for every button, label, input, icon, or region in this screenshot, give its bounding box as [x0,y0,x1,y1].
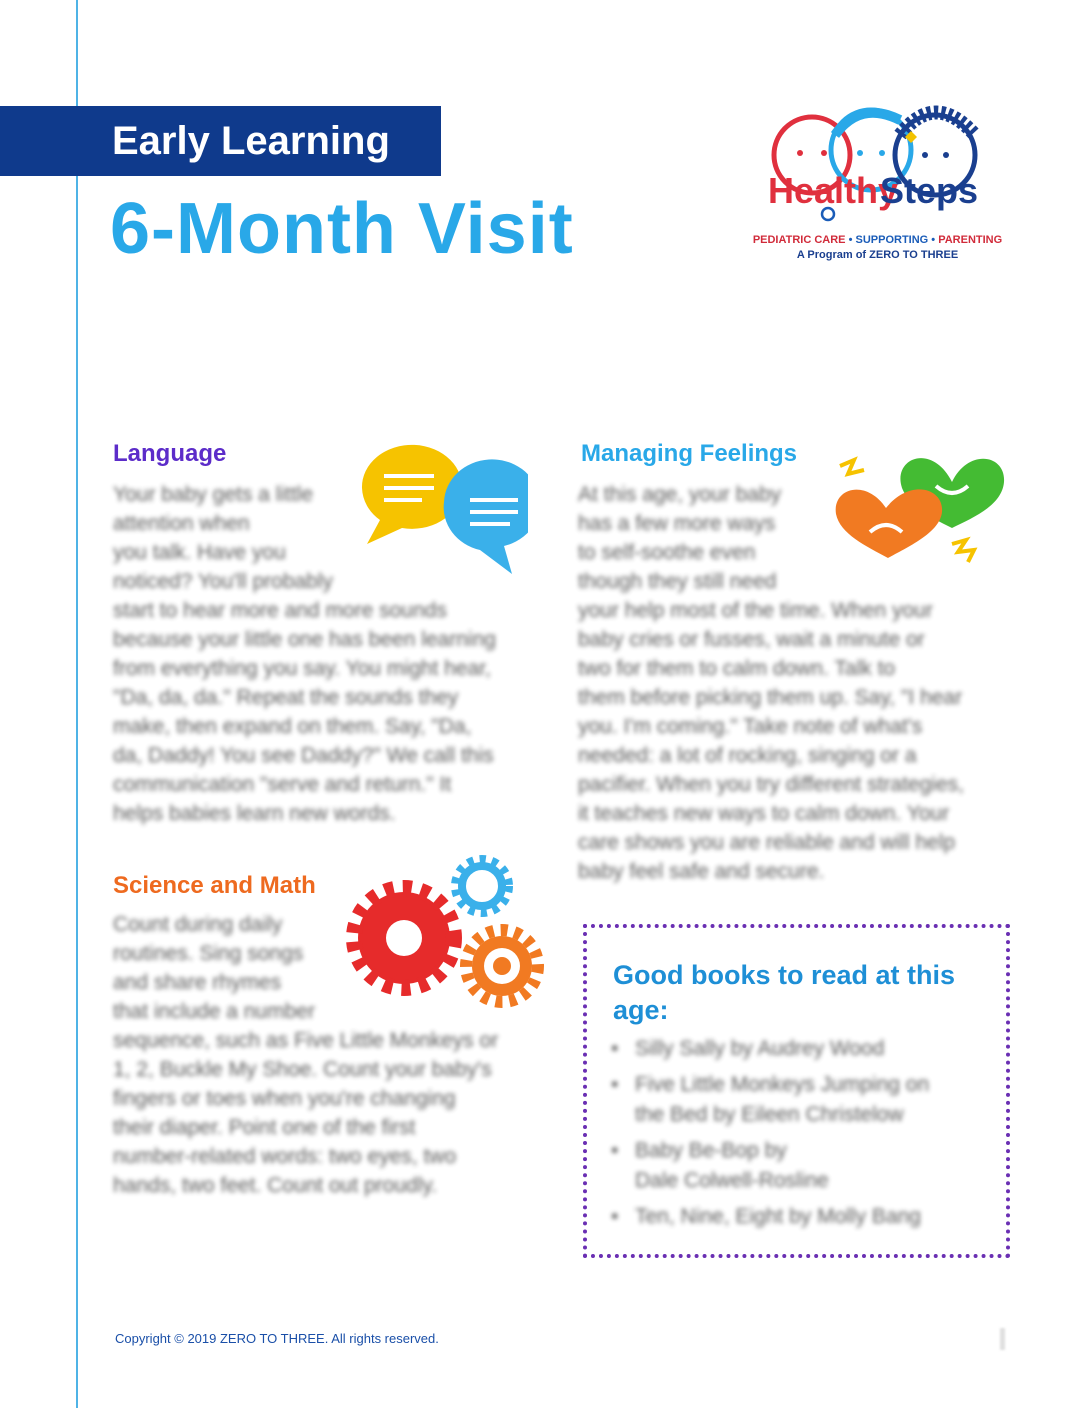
books-title: Good books to read at this age: [613,960,956,1025]
book-item: • Five Little Monkeys Jumping on the Bed by Eileen Christelow [611,1070,929,1130]
book-item: • Ten, Nine, Eight by Molly Bang [611,1202,929,1232]
section-banner: Early Learning [0,106,441,176]
book-item: • Silly Sally by Audrey Wood [611,1034,929,1064]
language-body: Your baby gets a little attention when you talk. Have you noticed? You'll probably start to hear more and more sounds because your little one has been learning from everything you say. You might hear, "Da, da, da." Repeat the sounds they make, then expand on them. Say, "Da, da, Daddy! You see Daddy?" We call this communication "serve and return." It helps babies learn new words. [113,483,496,825]
feelings-body: At this age, your baby has a few more ways to self-soothe even though they still need your help most of the time. When your baby cries or fusses, wait a minute or two for them to calm down. Talk to them before picking them up. Say, "I hear you. I'm coming." Take note of what's needed: a lot of rocking, singing or a pacifier. When you try different strategies, it teaches new ways to calm down. Your care shows you are reliable and will help baby feel safe and secure. [578,483,964,883]
logo-name-steps: Steps [880,170,979,211]
page-mark [1000,1328,1005,1350]
gears-icon [346,852,550,1008]
book-item: • Baby Be-Bop by Dale Colwell-Rosline [611,1136,929,1196]
speech-bubbles-icon [352,440,528,578]
feelings-heading: Managing Feelings [581,440,798,467]
books-box [583,924,1010,1258]
margin-line [76,0,78,1408]
hearts-feelings-icon [832,448,1008,582]
language-heading: Language [113,440,227,467]
science-heading: Science and Math [113,872,316,899]
copyright-footer: Copyright © 2019 ZERO TO THREE. All rights reserved. [115,1331,439,1346]
logo-tagline: PEDIATRIC CARE • SUPPORTING • PARENTING [752,234,1003,246]
science-body: Count during daily routines. Sing songs and share rhymes that include a number sequence, such as Five Little Monkeys or 1, 2, Buckle My Shoe. Count your baby's fingers or toes when you're changing their diaper. Point one of the first number-related words: two eyes, two hands, two feet. Count out proudly. [113,913,499,1197]
page-title: 6-Month Visit [110,189,574,269]
logo-name-healthy: Healthy [768,170,899,211]
books-list [611,1034,929,1238]
logo-subline: A Program of ZERO TO THREE [796,249,959,261]
